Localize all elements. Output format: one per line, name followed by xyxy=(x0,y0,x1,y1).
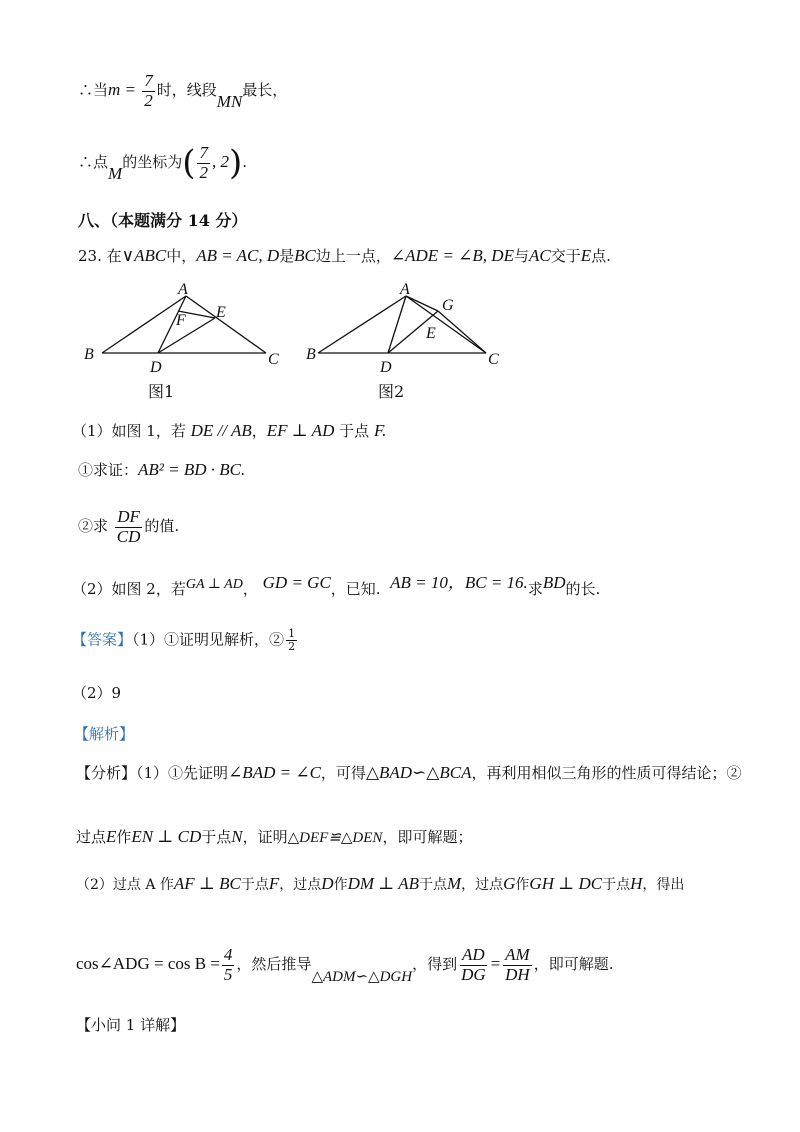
label-A: A xyxy=(178,281,188,298)
fraction: $\frac{4}{5}$ xyxy=(223,945,233,984)
label-F: F xyxy=(176,312,186,329)
part-1: （1）如图 1，若 DE // AB，EF ⊥ AD 于点 F. xyxy=(72,421,387,440)
label-E: E xyxy=(426,325,436,342)
fraction: $\frac{AD}{DG}$ xyxy=(461,945,486,984)
label-B: B xyxy=(306,346,316,363)
text: ∴当 xyxy=(78,81,109,100)
edge-GC xyxy=(438,311,486,353)
text: 时，线段 xyxy=(156,81,217,100)
answer-2: （2）9 xyxy=(72,684,122,702)
label-G: G xyxy=(442,297,454,314)
analysis-tag: 【解析】 xyxy=(74,725,135,743)
figure-2 xyxy=(306,281,499,401)
figure-2-caption: 图2 xyxy=(378,382,405,401)
edge-AD xyxy=(388,296,406,353)
label-C: C xyxy=(268,351,279,368)
conclusion-line-1 xyxy=(78,72,287,110)
figure-1 xyxy=(84,281,279,401)
fraction: $\frac{AM}{DH}$ xyxy=(505,945,530,984)
analysis-line-4: cos∠ADG = cos B = $\frac{4}{5}$ ，然后推导△ADM∽△DGH，得到 $\frac{AD}{DG}$ = $\frac{AM}{DH}$ ，即可解题. xyxy=(76,945,614,986)
analysis-line-1: 【分析】（1）①先证明∠BAD = ∠C，可得△BAD∽△BCA，再利用相似三角形的性质可得结论；② xyxy=(76,763,742,782)
fraction: $\frac{7}{2}$ xyxy=(144,71,153,110)
text: ∴点 xyxy=(78,153,109,172)
part-2: （2）如图 2，若GA ⊥ AD， GD = GC，已知. AB = 10，BC = 16.求BD的长. xyxy=(72,573,601,598)
edge-AC xyxy=(186,296,266,353)
geometry-figures xyxy=(70,280,530,410)
analysis-line-3: （2）过点 A 作AF ⊥ BC于点F，过点D作DM ⊥ AB于点M，过点G作GH ⊥ DC于点H，得出 xyxy=(76,874,685,893)
text: 最长， xyxy=(242,81,288,100)
conclusion-line-2: ∴点M的坐标为( $\frac{7}{2}$ , 2). xyxy=(78,143,248,184)
label-C: C xyxy=(488,351,499,368)
text: 的坐标为 xyxy=(122,153,183,172)
math-eq: = xyxy=(120,80,141,100)
answer-tag: 【答案】 xyxy=(72,630,133,649)
fraction: $\frac{7}{2}$ xyxy=(199,143,208,182)
label-A: A xyxy=(400,281,410,298)
label-B: B xyxy=(84,346,94,363)
analysis-line-2: 过点E作EN ⊥ CD于点N，证明△DEF≌△DEN，即可解题； xyxy=(76,827,473,846)
edge-BA xyxy=(318,296,406,353)
part-1a: ①求证：AB² = BD · BC. xyxy=(78,460,246,479)
label-E: E xyxy=(216,304,226,321)
label-D: D xyxy=(150,359,162,376)
answer: 【答案】（1）①证明见解析，② $\frac{1}{2}$ xyxy=(72,627,296,654)
fraction: $\frac{1}{2}$ xyxy=(288,627,296,654)
edge-AG xyxy=(406,296,438,311)
part-1b: ②求 $\frac{DF}{CD}$ 的值. xyxy=(78,507,180,546)
math-var: MN xyxy=(216,92,243,112)
question-23: 23. 在∨ABC中，AB = AC, D是BC边上一点，∠ADE = ∠B, DE与AC交于E点. xyxy=(78,246,611,265)
label-D: D xyxy=(380,359,392,376)
edge-BA xyxy=(102,296,186,353)
math-var: M xyxy=(108,164,123,184)
sub-question-heading: 【小问 1 详解】 xyxy=(76,1016,186,1034)
math-var: m xyxy=(108,80,121,100)
fraction: $\frac{DF}{CD}$ xyxy=(116,507,141,546)
figure-1-caption: 图1 xyxy=(148,382,175,401)
section-heading: 八、（本题满分 14 分） xyxy=(78,211,248,230)
